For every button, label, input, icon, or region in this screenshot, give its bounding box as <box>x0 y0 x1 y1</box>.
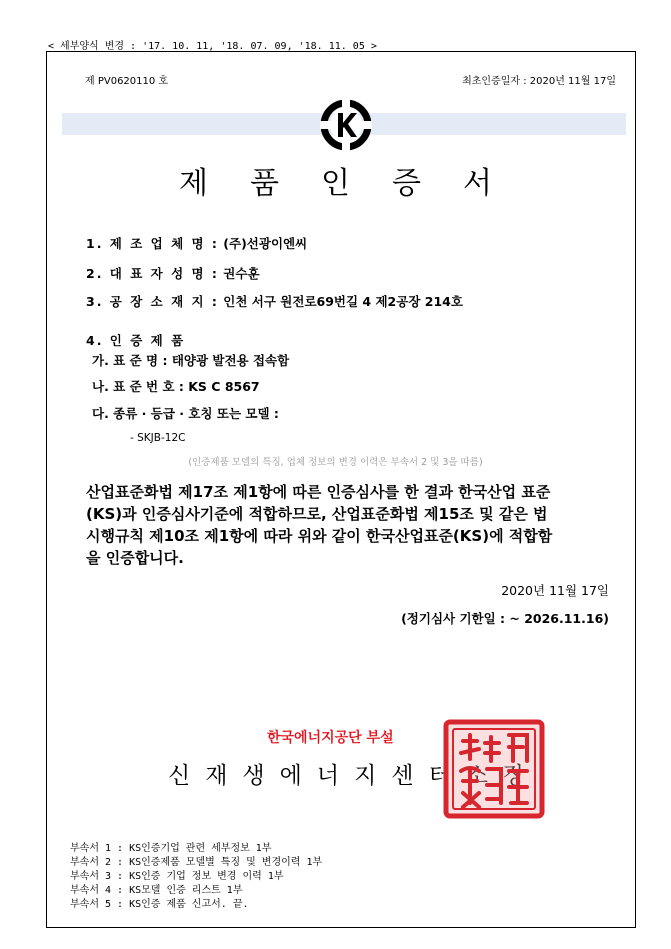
revision-note: < 세부양식 변경 : '17. 10. 11, '18. 07. 09, '18. 11. 05 > <box>48 41 377 52</box>
standard-name-value: 태양광 발전용 접속함 <box>171 353 290 368</box>
company-name-label: 1. 제 조 업 체 명 : <box>86 236 219 251</box>
certificate-title: 제품인증서 <box>179 166 534 201</box>
ceo-name-label: 2. 대 표 자 성 명 : <box>86 266 219 281</box>
standard-name-row <box>92 351 289 369</box>
annex-reference-note: (인증제품 모델의 특징, 업체 정보의 변경 이력은 부속서 2 및 3을 따름) <box>188 457 483 468</box>
statement-line: 을 인증합니다. <box>86 549 184 567</box>
annex-item: 부속서 2 : KS인증제품 모델별 특징 및 변경이력 1부 <box>70 857 323 868</box>
standard-number-value: KS C 8567 <box>188 379 260 394</box>
standard-number-label: 나. 표 준 번 호 : <box>92 379 184 394</box>
statement-line: (KS)과 인증심사기준에 적합하므로, 산업표준화법 제15조 및 같은 법 <box>86 505 548 523</box>
standard-number-row <box>92 377 260 395</box>
official-seal-icon <box>443 719 545 819</box>
issue-date: 2020년 11월 17일 <box>501 583 609 598</box>
factory-address-row <box>86 292 463 310</box>
statement-line: 시행규칙 제10조 제1항에 따라 위와 같이 한국산업표준(KS)에 적합함 <box>86 527 553 545</box>
company-name-value: (주)선광이엔씨 <box>223 236 308 251</box>
issuer-title: 신재생에너지센터소장 <box>168 763 541 789</box>
ceo-name-value: 권수훈 <box>223 266 260 281</box>
first-certification-date: 최초인증일자 : 2020년 11월 17일 <box>462 76 616 87</box>
factory-address-label: 3. 공 장 소 재 지 : <box>86 294 219 309</box>
certified-product-label: 4. 인 증 제 품 <box>86 333 186 348</box>
ceo-name-row <box>86 264 260 282</box>
annex-list <box>70 842 322 912</box>
model-row <box>92 404 279 422</box>
model-label: 다. 종류 · 등급 · 호칭 또는 모델 : <box>92 406 279 421</box>
factory-address-value: 인천 서구 원전로69번길 4 제2공장 214호 <box>223 294 463 309</box>
standard-name-label: 가. 표 준 명 : <box>92 353 168 368</box>
certification-statement <box>86 481 616 569</box>
annex-item: 부속서 5 : KS인증 제품 신고서. 끝. <box>70 899 249 910</box>
issuer-organization: 한국에너지공단 부설 <box>267 730 394 746</box>
certified-product-heading <box>86 331 185 349</box>
ks-mark-icon <box>317 96 375 154</box>
annex-item: 부속서 3 : KS인증 기업 정보 변경 이력 1부 <box>70 871 284 882</box>
annex-item: 부속서 4 : KS모델 인증 리스트 1부 <box>70 885 243 896</box>
company-name-row <box>86 234 307 252</box>
review-deadline: (정기심사 기한일 : ~ 2026.11.16) <box>401 611 609 626</box>
annex-item: 부속서 1 : KS인증기업 관련 세부정보 1부 <box>70 843 272 854</box>
model-value: - SKJB-12C <box>130 432 186 444</box>
certificate-number: 제 PV0620110 호 <box>85 76 169 87</box>
statement-line: 산업표준화법 제17조 제1항에 따른 인증심사를 한 결과 한국산업 표준 <box>86 483 551 501</box>
